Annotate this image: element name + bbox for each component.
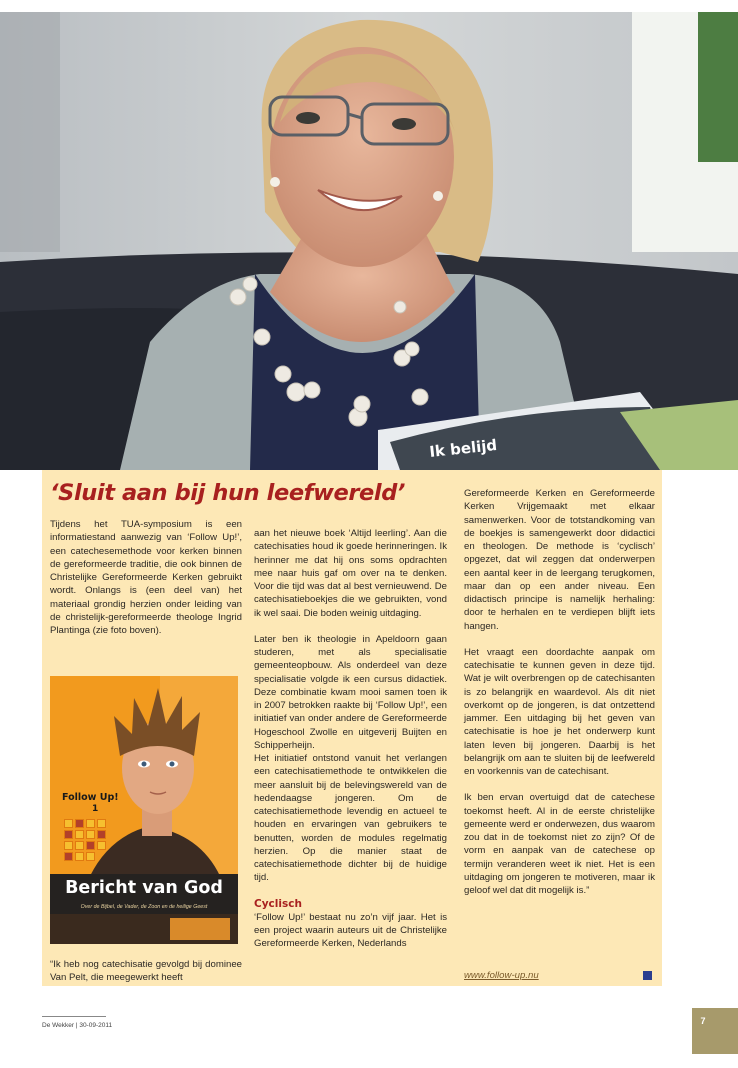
- cover-tile: [97, 830, 106, 839]
- cover-tile: [86, 830, 95, 839]
- article-paragraph: aan het nieuwe boek ‘Altijd leerling’. Aan die catechisaties houd ik goede herinneringen. Ik herinner me dat hij ons soms opdrachten mee naar huis gaf om over na te denken. Voor die tijd was dat al best vernieuwend. De catechisatieboekjes die we gebruikten, vond ik wel saai. Die boden weinig uitdaging.: [254, 528, 447, 619]
- book-cover-brand: Follow Up!: [62, 792, 119, 803]
- section-subheading: Cyclisch: [254, 897, 302, 910]
- article-paragraph: Het vraagt een doordachte aanpak om catechisatie te kunnen geven in deze tijd. Wat je wilt overbrengen op de catechisanten is zo belangrijk en waardevol. Als dit niet overkomt op de jongeren, is dat ontzettend jammer. Een uitdaging bij het geven van catechisatie is hoe je het onderwerp kunt laten leven bij jongeren. Daarbij is het belangrijk om aan te sluiten bij de leefwereld en voorkennis van de catechisant.: [464, 646, 655, 777]
- cover-tile: [86, 852, 95, 861]
- article-column-3: [464, 487, 655, 897]
- book-cover-image: [50, 676, 238, 944]
- header-photo: [0, 12, 738, 470]
- book-cover-volume: 1: [92, 804, 99, 814]
- cover-tile: [64, 819, 73, 828]
- footer-publication: De Wekker | 30-09-2011: [42, 1022, 113, 1029]
- article-paragraph: Gereformeerde Kerken en Gereformeerde Kerken Vrijgemaakt met elkaar samenwerken. Voor de totstandkoming van de boekjes is samengewerkt door didactici en theologen. De methode is ‘cyclisch’ opgezet, dat wil zeggen dat onderwerpen een aantal keer in de leergang terugkomen, maar dan op een ander niveau. Een didactisch principe is namelijk herhaling: door te herhalen en te verdiepen blijft iets hangen.: [464, 488, 655, 632]
- article-column-1-continued: [50, 958, 242, 985]
- cover-tile: [64, 852, 73, 861]
- cover-tile: [75, 819, 84, 828]
- book-cover-subtitle: Over de Bijbel, de Vader, de Zoon en de heilige Geest: [50, 902, 238, 914]
- article-column-2: [254, 527, 447, 951]
- article-column-1: [50, 518, 242, 637]
- cover-tile: [86, 819, 95, 828]
- cover-tile: [64, 841, 73, 850]
- cover-tile: [86, 841, 95, 850]
- article-end-mark: [643, 971, 652, 980]
- article-paragraph: Later ben ik theologie in Apeldoorn gaan studeren, met als specialisatie gemeenteopbouw. Als onderdeel van deze specialisatie volgde ik een cursus didactiek. Deze combinatie kwam mooi samen toen ik in 2007 betrokken raakte bij ‘Follow Up!’, een initiatief van onder andere de Gereformeerde Hogeschool Zwolle en uitgeverij Buijten en Schipperheijn.: [254, 633, 447, 751]
- footer-rule: [42, 1016, 106, 1017]
- photo-book-title: Ik belijd: [428, 435, 498, 461]
- cover-tile: [97, 841, 106, 850]
- article-paragraph: “Ik heb nog catechisatie gevolgd bij dominee Van Pelt, die meegewerkt heeft: [50, 959, 242, 984]
- article-headline: ‘Sluit aan bij hun leefwereld’: [50, 480, 406, 506]
- article-paragraph: Tijdens het TUA-symposium is een informatiestand aanwezig van ‘Follow Up!’, een catechesemethode voor kerken binnen de gereformeerde traditie, die ook binnen de Christelijke Gereformeerde Kerken gebruikt wordt. Onlangs is (een deel van) het materiaal grondig herzien onder leiding van de christelijk-gereformeerde theologe Ingrid Plantinga (zie foto boven).: [50, 519, 242, 636]
- cover-tile: [75, 830, 84, 839]
- article-paragraph: Het initiatief ontstond vanuit het verlangen een catechisatiemethode te ontwikkelen die meer aansluit bij de belevingswereld van de hedendaagse jongeren. Om de catechisatiemethode levendig en actueel te houden en ervaringen van gebruikers te benutten, worden de modules regelmatig herzien. Op die manier staat de catechisatiemethode dichter bij de huidige tijd.: [254, 753, 447, 884]
- cover-tile: [97, 819, 106, 828]
- website-link[interactable]: www.follow-up.nu: [464, 970, 539, 981]
- book-cover-tile-grid: [64, 819, 108, 861]
- book-cover-title: Bericht van God: [50, 874, 238, 902]
- cover-tile: [64, 830, 73, 839]
- photo-illustration: [0, 12, 738, 470]
- cover-tile: [75, 841, 84, 850]
- article-paragraph: Ik ben ervan overtuigd dat de catechese toekomst heeft. Al in de eerste christelijke gemeente werd er onderwezen, dus waarom zou dat in de toekomst niet zo zijn? Of de vorm en aanpak van de catechese op termijn veranderen weet ik niet. Het is een uitdaging om jongeren te motiveren, maar ik geloof wel dat dit mogelijk is.”: [464, 792, 655, 896]
- page-number: 7: [700, 1016, 706, 1026]
- page-number-tab: [692, 1008, 738, 1054]
- cover-tile: [75, 852, 84, 861]
- article-paragraph: ‘Follow Up!’ bestaat nu zo’n vijf jaar. Het is een project waarin auteurs uit de Christelijke Gereformeerde Kerken, Nederlands: [254, 911, 447, 950]
